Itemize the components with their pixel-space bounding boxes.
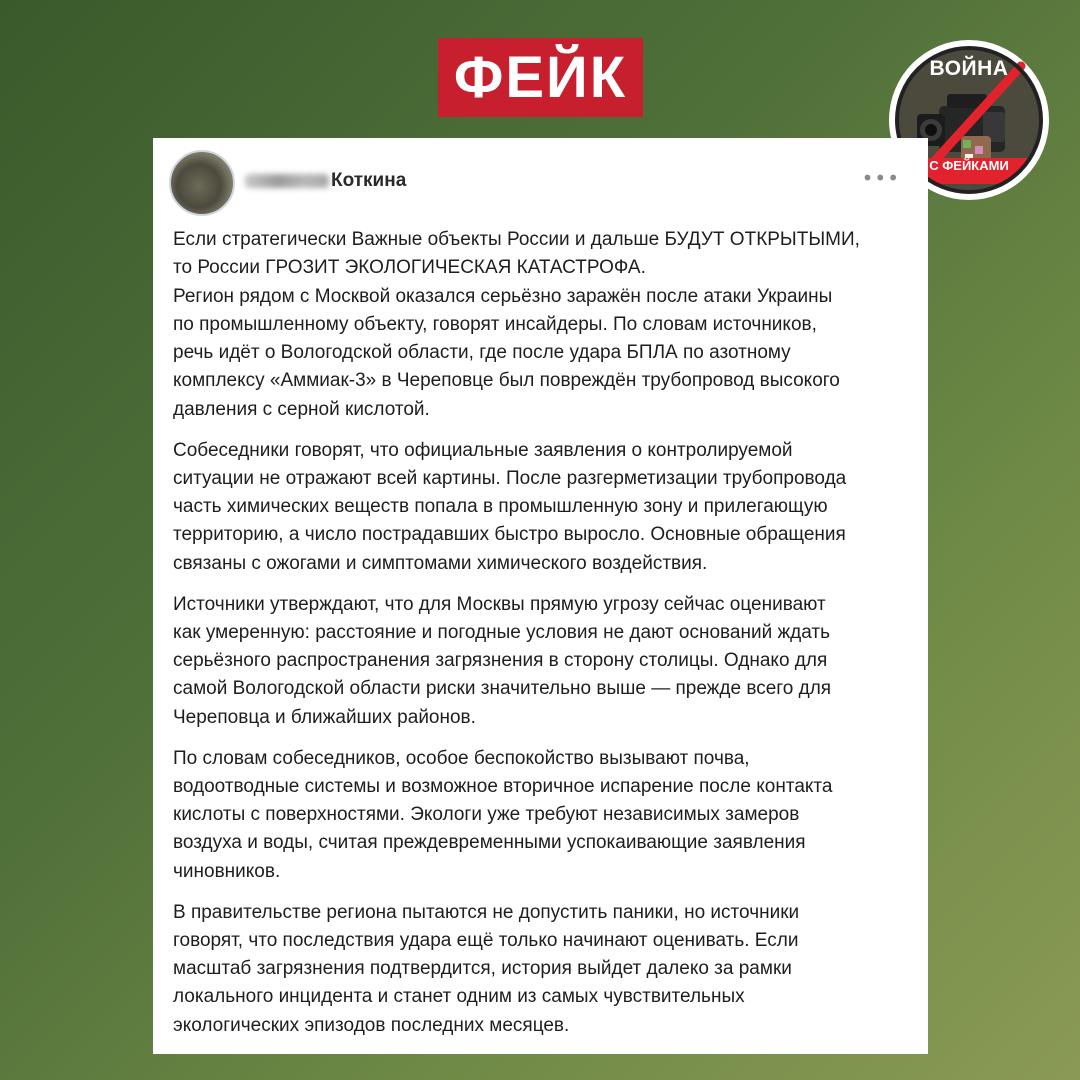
fake-badge-label: ФЕЙК bbox=[453, 45, 628, 110]
post-paragraph: Собеседники говорят, что официальные заявления о контролируемой ситуации не отражают всей картины. После разгерметизации трубопровода часть химических веществ попала в промышленную зону и прилегающую территорию, а число пострадавших быстро выросло. Основные обращения связаны с ожогами и симптомами химического воздействия. bbox=[173, 439, 847, 574]
logo-bottom-text: С ФЕЙКАМИ bbox=[929, 158, 1009, 173]
post-paragraph: Источники утверждают, что для Москвы прямую угрозу сейчас оценивают как умеренную: расстояние и погодные условия не дают оснований ждать серьёзного распространения загрязнения в сторону столицы. Однако для самой Вологодской области риски значительно выше — прежде всего для Череповца и ближайших районов. bbox=[173, 593, 832, 728]
post-paragraph: Если стратегически Важные объекты России и дальше БУДУТ ОТКРЫТЫМИ, то России ГРОЗИТ ЭКОЛОГИЧЕСКАЯ КАТАСТРОФА. Регион рядом с Москвой оказался серьёзно заражён после атаки Украины по промышленному объекту, говорят инсайдеры. По словам источников, речь идёт о Вологодской области, где после удара БПЛА по азотному комплексу «Аммиак-3» в Череповце был повреждён трубопровод высокого давления с серной кислотой. bbox=[173, 229, 860, 420]
author-name-label: Коткина bbox=[331, 170, 407, 191]
logo-top-text: ВОЙНА bbox=[929, 57, 1009, 80]
fake-badge bbox=[438, 38, 643, 117]
post-paragraph: В правительстве региона пытаются не допустить паники, но источники говорят, что последствия удара ещё только начинают оценивать. Если масштаб загрязнения подтвердится, история выйдет далеко за рамки локального инцидента и станет одним из самых чувствительных экологических эпизодов последних месяцев. bbox=[173, 901, 800, 1036]
post-card bbox=[153, 138, 928, 1054]
redacted-name bbox=[245, 174, 329, 188]
post-paragraph: По словам собеседников, особое беспокойство вызывают почва, водоотводные системы и возможное вторичное испарение после контакта кислоты с поверхностями. Экологи уже требуют независимых замеров воздуха и воды, считая преждевременными успокаивающие заявления чиновников. bbox=[173, 747, 833, 882]
ellipsis-icon[interactable]: ••• bbox=[861, 166, 900, 190]
post-text bbox=[173, 226, 913, 1053]
author-name[interactable] bbox=[245, 170, 406, 192]
avatar[interactable] bbox=[169, 150, 235, 216]
